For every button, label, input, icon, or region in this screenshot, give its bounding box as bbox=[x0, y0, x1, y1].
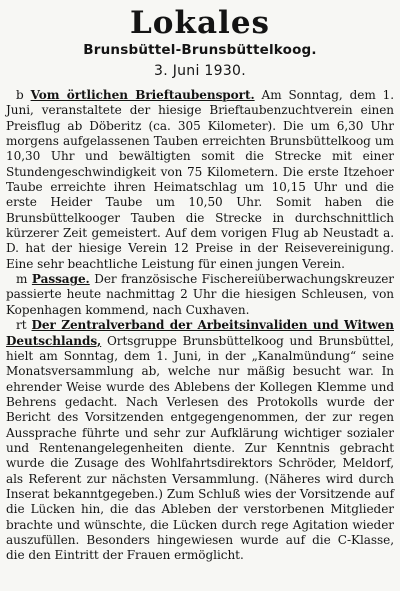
article-author-tag: rt bbox=[16, 318, 27, 333]
article-zentralverband bbox=[6, 318, 394, 564]
article-brieftaubensport bbox=[6, 88, 394, 272]
date-line bbox=[6, 62, 394, 80]
date-text: 3. Juni 1930. bbox=[153, 63, 246, 79]
article-passage bbox=[6, 272, 394, 318]
article-body: Der französische Fischereiüberwachungskreuzer passierte heute nachmittag 2 Uhr die hiesigen Schleusen, von Kopenhagen kommend, nach Cuxhaven. bbox=[6, 272, 395, 317]
article-author-tag: b bbox=[16, 88, 24, 102]
article-lead: Vom örtlichen Brieftaubensport. bbox=[30, 88, 255, 102]
section-title: Lokales bbox=[130, 5, 270, 41]
article-lead: Der Zentralverband der Arbeitsinvaliden und Witwen Deutschlands, bbox=[6, 318, 394, 348]
article-body: Ortsgruppe Brunsbüttelkoog und Brunsbüttel, hielt am Sonntag, dem 1. Juni, in der „Kanalmündung“ seine Monatsversammlung ab, welche nur mäßig besucht war. In ehrender Weise wurde des Ablebens der Kollegen Klemme und Behrens gedacht. Nach Verlesen des Protokolls wurde der Bericht des Vorsitzenden entgegengenommen, der zur regen Aussprache führte und sehr zur Aufklärung wichtiger sozialer und Rentenangelegenheiten diente. Zur Kenntnis gebracht wurde die Zusage des Wohlfahrtsdirektors Schröder, Meldorf, als Referent zur nächsten Versammlung. (Näheres wird durch Inserat bekanntgegeben.) Zum Schluß wies der Vorsitzende auf die Lücken hin, die das Ableben der verstorbenen Mitglieder brachte und wünschte, die Lücken durch rege Agitation wieder auszufüllen. Besonders hingewiesen wurde auf die C-Klasse, die den Eintritt der Frauen ermöglicht. bbox=[6, 333, 395, 563]
article-author-tag: m bbox=[16, 272, 28, 287]
article-body: Am Sonntag, dem 1. Juni, veranstaltete der hiesige Brieftaubenzuchtverein einen Preisflug ab Döberitz (ca. 305 Kilometer). Die um 6,30 Uhr morgens aufgelassenen Tauben erreichten Brunsbüttelkoog um 10,30 Uhr und bewältigten somit die Strecke mit einer Stundengeschwindigkeit von 75 Kilometern. Die erste Itzehoer Taube erreichte ihren Heimatschlag um 10,15 Uhr und die erste Heider Taube um 10,50 Uhr. Somit haben die Brunsbüttelkooger Tauben die Strecke in durchschnittlich kürzerer Zeit gemeistert. Auf dem vorigen Flug ab Neustadt a. D. hat der hiesige Verein 12 Preise in der Reisevereinigung. Eine sehr beachtliche Leistung für einen jungen Verein. bbox=[6, 88, 395, 271]
place-line: Brunsbüttel-Brunsbüttelkoog. bbox=[83, 42, 317, 58]
article-lead: Passage. bbox=[31, 272, 90, 287]
